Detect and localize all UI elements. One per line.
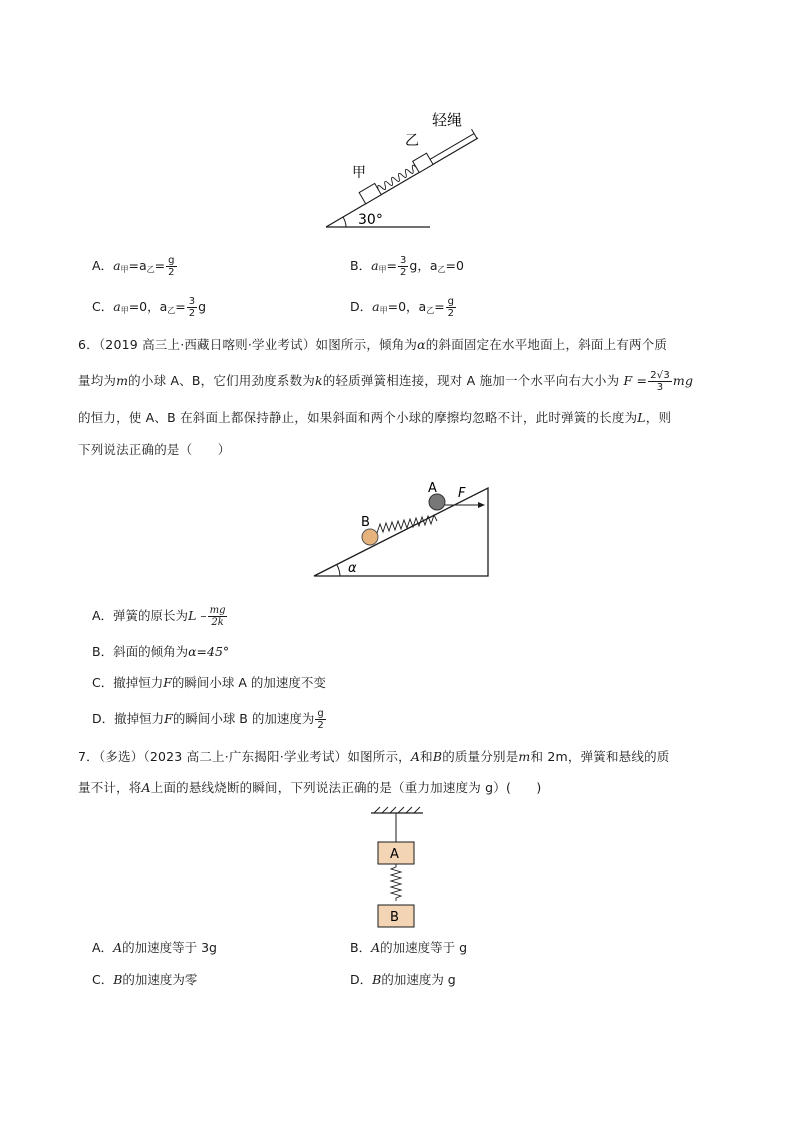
q6-option-d[interactable]: D．撤掉恒力F的瞬间小球 B 的加速度为 $\frac{g}{2}$ — [92, 708, 324, 731]
figure-incline-jia-yi — [320, 105, 490, 233]
q7-stem-line1: 7．（多选）（2023 高二上·广东揭阳·学业考试）如图所示，A和B的质量分别是m和 2m，弹簧和悬线的质 — [78, 749, 670, 764]
label-a: A — [428, 481, 437, 496]
q5-option-b[interactable]: B．$a_甲=$ $\frac{3}{2}$ g，$a_乙=0$ — [350, 255, 464, 278]
block-yi — [413, 153, 433, 172]
fraction: $\frac{mg}{2k}$ — [209, 605, 226, 628]
fraction: $\frac{2√3}{3}$ — [650, 370, 670, 393]
ball-b — [362, 529, 378, 545]
fraction: $\frac{g}{2}$ — [447, 296, 455, 319]
fraction: $\frac{3}{2}$ — [188, 296, 196, 319]
incline-line — [326, 138, 478, 227]
angle-arc — [337, 565, 340, 576]
figure-hanging-blocks — [368, 804, 428, 932]
q7-option-b[interactable]: B．A的加速度等于 g — [350, 940, 468, 955]
label-b: B — [361, 515, 370, 530]
fraction: $\frac{g}{2}$ — [317, 708, 324, 731]
label-jia: 甲 — [352, 165, 366, 181]
q7-option-d[interactable]: D．B的加速度为 g — [350, 972, 456, 987]
q6-option-b[interactable]: B．斜面的倾角为α=45° — [92, 644, 230, 659]
label-alpha: α — [348, 561, 357, 576]
ball-a — [429, 494, 445, 510]
label-rope: 轻绳 — [432, 111, 463, 129]
label-b: B — [390, 910, 399, 925]
q7-option-a[interactable]: A．A的加速度等于 3g — [92, 940, 217, 955]
q6-option-a[interactable]: A．弹簧的原长为L – $\frac{mg}{2k}$ — [92, 605, 226, 628]
rope — [430, 134, 474, 160]
q6-stem-line1: 6．（2019 高三上·西藏日喀则·学业考试）如图所示，倾角为α的斜面固定在水平地面上，斜面上有两个质 — [78, 337, 668, 352]
label-f: F — [458, 486, 466, 501]
q5-option-a[interactable]: A．$a_甲=a_乙=$ $\frac{g}{2}$ — [92, 255, 175, 278]
figure-incline-balls — [310, 478, 495, 580]
q5-option-d[interactable]: D．$a_甲=0$，$a_乙=$ $\frac{g}{2}$ — [350, 296, 455, 319]
ceiling-hatch — [374, 807, 420, 813]
q5-option-c[interactable]: C．$a_甲=0$，$a_乙=$ $\frac{3}{2}$ g — [92, 296, 207, 319]
fraction: $\frac{3}{2}$ — [400, 255, 407, 278]
label-a: A — [390, 847, 399, 862]
q6-option-c[interactable]: C．撤掉恒力F的瞬间小球 A 的加速度不变 — [92, 675, 326, 690]
q6-stem-line2: 量均为m的小球 A、B，它们用劲度系数为k的轻质弹簧相连接，现对 A 施加一个水平向右大小为 F = $\frac{2√3}{3}$ mg — [78, 370, 694, 393]
incline-triangle — [314, 488, 488, 576]
spring — [391, 864, 401, 901]
label-yi: 乙 — [405, 133, 419, 149]
fraction: $\frac{g}{2}$ — [168, 255, 175, 278]
angle-arc — [343, 217, 346, 227]
q6-stem-line4: 下列说法正确的是（ ） — [78, 442, 231, 457]
q6-stem-line3: 的恒力，使 A、B 在斜面上都保持静止，如果斜面和两个小球的摩擦均忽略不计，此时弹簧的长度为L，则 — [78, 410, 672, 425]
spring — [376, 164, 418, 192]
q7-option-c[interactable]: C．B的加速度为零 — [92, 972, 198, 987]
label-angle: 30° — [358, 212, 383, 228]
q7-stem-line2: 量不计，将A上面的悬线烧断的瞬间，下列说法正确的是（重力加速度为 g）( ) — [78, 780, 542, 795]
force-arrowhead — [478, 502, 485, 508]
